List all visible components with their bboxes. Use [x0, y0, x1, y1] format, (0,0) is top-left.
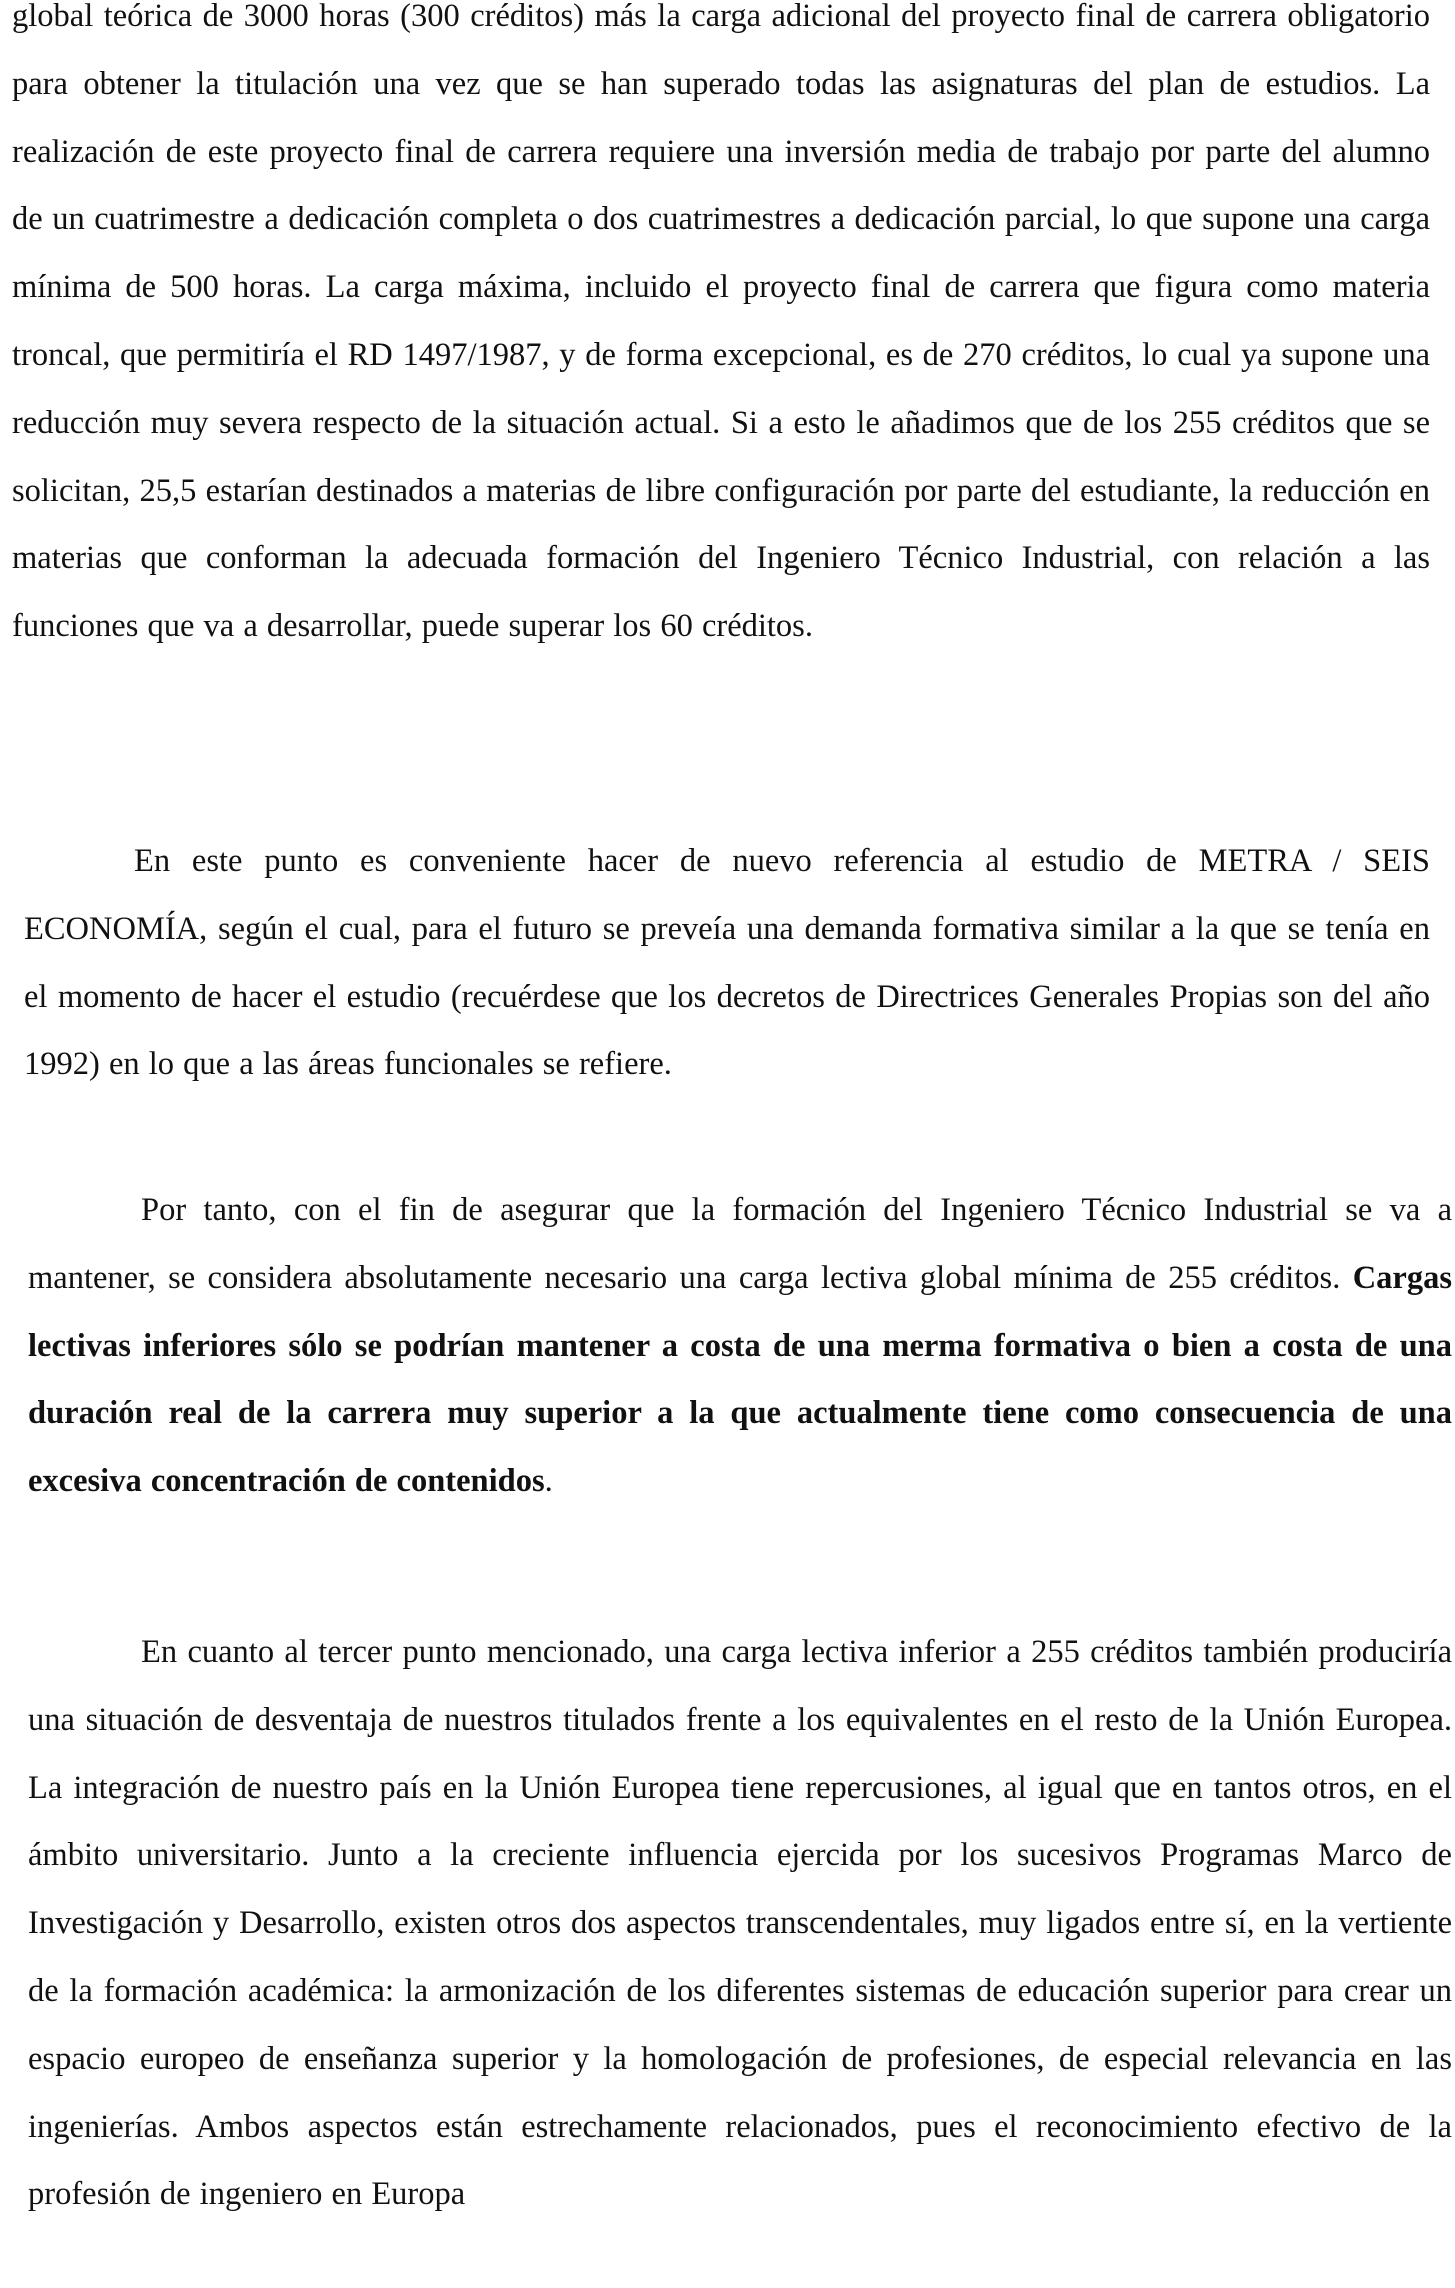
paragraph-credit-load: global teórica de 3000 horas (300 créditos) más la carga adicional del proyecto final de carrera obligatorio para obtener la titulación una vez que se han superado todas las asignaturas del plan de estudios. La realización de este proyecto final de carrera requiere una inversión media de trabajo por parte del alumno de un cuatrimestre a dedicación completa o dos cuatrimestres a dedicación parcial, lo que supone una carga mínima de 500 horas. La carga máxima, incluido el proyecto final de carrera que figura como materia troncal, que permitiría el RD 1497/1987, y de forma excepcional, es de 270 créditos, lo cual ya supone una reducción muy severa respecto de la situación actual. Si a esto le añadimos que de los 255 créditos que se solicitan, 25,5 estarían destinados a materias de libre configuración por parte del estudiante, la reducción en materias que conforman la adecuada formación del Ingeniero Técnico Industrial, con relación a las funciones que va a desarrollar, puede superar los 60 créditos.: [12, 0, 1430, 645]
paragraph-metra-study: En este punto es conveniente hacer de nuevo referencia al estudio de METRA / SEIS ECONOMÍA, según el cual, para el futuro se preveía una demanda formativa similar a la que se tenía en el momento de hacer el estudio (recuérdese que los decretos de Directrices Generales Propias son del año 1992) en lo que a las áreas funcionales se refiere.: [24, 843, 1430, 1083]
paragraph-minimum-load: [28, 1177, 1452, 1516]
paragraph-minimum-load-text: Por tanto, con el fin de asegurar que la formación del Ingeniero Técnico Industrial se va a mantener, se considera absolutamente necesario una carga lectiva global mínima de 255 créditos.: [28, 1192, 1452, 1296]
paragraph-minimum-load-emphasis: Cargas lectivas inferiores sólo se podrían mantener a costa de una merma formativa o bien a costa de una duración real de la carrera muy superior a la que actualmente tiene como consecuencia de una excesiva concentración de contenidos: [28, 1259, 1452, 1500]
paragraph-minimum-load-end: .: [544, 1463, 553, 1500]
paragraph-european-union: En cuanto al tercer punto mencionado, una carga lectiva inferior a 255 créditos también produciría una situación de desventaja de nuestros titulados frente a los equivalentes en el resto de la Unión Europea. La integración de nuestro país en la Unión Europea tiene repercusiones, al igual que en tantos otros, en el ámbito universitario. Junto a la creciente influencia ejercida por los sucesivos Programas Marco de Investigación y Desarrollo, existen otros dos aspectos transcendentales, muy ligados entre sí, en la vertiente de la formación académica: la armonización de los diferentes sistemas de educación superior para crear un espacio europeo de enseñanza superior y la homologación de profesiones, de especial relevancia en las ingenierías. Ambos aspectos están estrechamente relacionados, pues el reconocimiento efectivo de la profesión de ingeniero en Europa: [28, 1634, 1452, 2213]
